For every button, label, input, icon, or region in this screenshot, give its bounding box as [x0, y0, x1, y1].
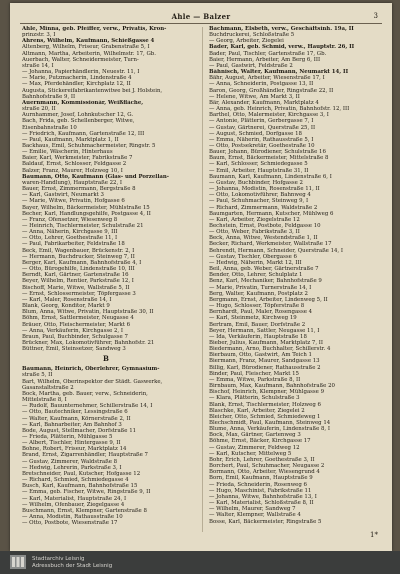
- directory-entry: Bischof, Heinrich, Klempner, Mühlgasse 9: [209, 389, 325, 396]
- directory-entry: Bierbaum, Otto, Gastwirt, Am Teich 1: [209, 352, 312, 359]
- directory-entry: — Karl, Gastwirt, Neumarkt 3: [22, 192, 104, 199]
- directory-entry: Bieber, Julius, Kaufmann, Marktplatz 7, II: [209, 339, 324, 346]
- directory-entry: Beck, Emil, Wagenbauer, Brückenstr. 2, I: [22, 247, 135, 254]
- directory-entry: waren-Handlung), Hauptstraße 22, I: [22, 179, 123, 186]
- directory-entry: — Johanna, Witwe, Bahnhofstraße 13, I: [209, 493, 317, 500]
- directory-entry: Brand, Ernst, Zigarrenhändler, Hauptstraße 7: [22, 452, 148, 459]
- directory-entry: Baumann, Otto, Kaufmann (Glas- und Porzellan-: [22, 173, 170, 180]
- footer-line-1: Stadtarchiv Leisnig: [32, 556, 85, 562]
- directory-entry: Beyer, Hermann, Sattler, Neugasse 11, I: [209, 327, 320, 334]
- directory-entry: Berg, Walter, Kaufmann, Postplatz 2: [209, 290, 308, 297]
- directory-entry: Bock, Max, Gärtner, Gartenweg 3: [209, 432, 301, 439]
- directory-entry: — Helene, Witwe, Am Markt 3, II: [209, 93, 300, 100]
- directory-entry: — Emma, geb. Fischer, Witwe, Ringstraße 9, II: [22, 489, 151, 496]
- directory-entry: Aurnhammer, Josef, Lohnkutscher 12, G.: [22, 112, 134, 119]
- directory-entry: — Johanna, Papierhändlerin, Neuestr. 11, I: [22, 69, 140, 76]
- directory-entry: — Paul, Fabrikarbeiter, Feldstraße 18: [22, 241, 125, 248]
- directory-entry: Braun, Paul, Buchbinder, Schulgasse 7: [22, 333, 128, 340]
- directory-entry: — August, Schmied, Dorfgasse 18: [209, 130, 302, 137]
- directory-entry: — Gustav, Tischler, Obergasse 6: [209, 253, 297, 260]
- directory-entry: — Paul, Schuhmacher, Steinweg 9, I: [209, 198, 309, 205]
- directory-entry: — Otto, Weber, Fabrikstraße 3, II: [209, 229, 300, 236]
- directory-entry: Bohr, Erich, Lehrer, Goethestraße 3, II: [209, 456, 315, 463]
- directory-entry: Bahnhofstraße 9, II: [22, 93, 76, 100]
- directory-entry: Bender, Otto, Lehrer, Schulplatz 1: [209, 272, 303, 279]
- directory-entry: Bosse, Karl, Bäckermeister, Ringstraße 5: [209, 518, 322, 525]
- directory-entry: — Otto, Postbote, Wiesenstraße 17: [22, 520, 118, 527]
- directory-entry: Böhme, Ernst, Bäcker, Kirchgasse 17: [209, 438, 311, 445]
- directory-entry: — Wilhelm, Maurer, Sandweg 7: [209, 506, 296, 513]
- directory-entry: Bräuer, Otto, Fleischermeister, Markt 6: [22, 321, 131, 328]
- directory-entry: — Max, Pferdehändler, Kirchplatz 12, II: [22, 81, 131, 88]
- directory-entry: Bechstein, Ernst, Postbote, Feldgasse 10: [209, 223, 321, 229]
- running-title: Ahle — Balzer: [171, 12, 231, 21]
- directory-entry: — Marie, Putzmacherin, Lindenstraße 4: [22, 75, 132, 82]
- directory-entry: Bär, Alexander, Kaufmann, Marktplatz 4: [209, 99, 319, 106]
- directory-entry: Bachmann, Elsbeth, verw., Geschäftsinh. 19a, II: [209, 26, 354, 32]
- directory-entry: — Emma, Witwe, Parkstraße 8, II: [209, 376, 301, 383]
- directory-entry: Bertram, Emil, Bauer, Dorfstraße 2: [209, 321, 306, 328]
- directory-entry: — Hedwig, Lehrerin, Parkstraße 3, I: [22, 464, 122, 471]
- directory-entry: Beck, Anna, Witwe, Westendstraße 1, II: [209, 235, 318, 242]
- directory-entry: — Gustav, Buchbinder, Hofgasse 2: [209, 179, 303, 186]
- directory-entry: Baron, Georg, Großhändler, Ringstraße 22, II: [209, 87, 334, 94]
- directory-entry: — Georg, Arbeiter, Ziegelei: [209, 38, 284, 45]
- directory-entry: Bergmann, Ernst, Arbeiter, Lindenweg 5, II: [209, 296, 328, 303]
- directory-entry: Blank, Ernst, Tischlermeister, Holzweg 6: [209, 401, 321, 408]
- directory-entry: Blaschke, Karl, Arbeiter, Ziegelei 2: [209, 407, 305, 414]
- directory-entry: Altenberg, Wilhelm, Friseur, Grabenstraße 5, I: [22, 44, 150, 51]
- directory-entry: Balzer, Franz, Maurer, Holzweg 10, I: [22, 167, 123, 174]
- page-number: 3: [373, 12, 378, 20]
- directory-entry: — Walter, Klempner, Wallstraße 4: [209, 512, 301, 519]
- directory-entry: Blume, Anna, Verkäuferin, Lindenstraße 8, I: [209, 426, 330, 433]
- directory-entry: Beil, Anna, geb. Weber, Gärtnerstraße 7: [209, 266, 319, 273]
- directory-entry: Ahle, Minna, geb. Pfeiffer, verw., Privatis, Kron-: [22, 26, 167, 32]
- directory-entry: — Hugo, Maschinist, Fabrikstraße 11: [209, 487, 312, 494]
- directory-entry: — Franz, Ofensetzer, Wiesenweg 8: [22, 216, 118, 223]
- directory-entry: Baumann, Heinrich, Oberlehrer, Gymnasium-: [22, 366, 160, 373]
- directory-entry: — Anna, Modistin, Rathausstraße 10: [22, 514, 123, 521]
- column-divider: [202, 27, 203, 532]
- directory-entry: — Otto, Lokomotivführer, Bahnweg 4: [209, 192, 311, 199]
- directory-entry: — Anna, Verkäuferin, Kirchgasse 2, I: [22, 327, 123, 334]
- directory-entry: — Albert, Tischler, Hintergasse 9, II: [22, 440, 121, 447]
- directory-entry: — Emilie, Wäscherin, Hinterhaus: [22, 149, 113, 156]
- directory-entry: Baumann, Karl, Kaufmann, Lindenstraße 6, I: [209, 173, 332, 180]
- directory-entry: — Hugo, Schlosser, Töpferstraße 8: [209, 303, 305, 310]
- directory-entry: Baldauf, Ernst, Schlosser, Feldgasse 2: [22, 161, 127, 168]
- document-page: [10, 3, 392, 551]
- directory-entry: — Karl, Steinmetz, Kirchweg 19: [209, 315, 297, 322]
- directory-entry: Bohne, Robert, Friseur, Marktplatz 14: [22, 446, 127, 453]
- directory-entry: Augusta, Stickereifabrikantenwitwe bei J. Holstein,: [22, 87, 163, 94]
- left-column: [22, 26, 190, 526]
- section-letter: B: [103, 354, 109, 364]
- directory-entry: Baum, Ernst, Bäckermeister, Mittelstraße 8: [209, 155, 329, 162]
- directory-entry: Bader, Karl, geb. Schmid, verw., Hauptstr. 26, II: [209, 44, 355, 51]
- directory-entry: Biermann, Franz, Maurer, Sandgasse 13: [209, 358, 320, 365]
- directory-entry: Becker, Richard, Werkmeister, Wallstraße 17: [209, 241, 332, 248]
- directory-entry: Bode, August, Stellmacher, Dorfstraße 11: [22, 427, 137, 434]
- directory-entry: Blum, Anna, Witwe, Privatin, Hauptstraße 30, II: [22, 309, 154, 316]
- directory-entry: — Rudolf, Bauunternehmer, Schillerstraße 14, I: [22, 403, 153, 410]
- directory-entry: Berndt, Karl, Gärtner, Gartenstraße 16: [22, 272, 129, 279]
- directory-entry: Bischoff, Marie, Witwe, Wallstraße 5, II: [22, 284, 130, 291]
- directory-entry: Busch, Karl, Kaufmann, Bahnhofstraße 15: [22, 483, 138, 490]
- directory-entry: Blechschmidt, Paul, Kaufmann, Steinweg 14: [209, 420, 331, 426]
- directory-entry: — Karl, Schlosser, Schmiedegasse 5: [209, 161, 308, 168]
- header-rule: [20, 23, 382, 24]
- directory-entry: — Antonie, Plätterin, Gerbergasse 7, I: [209, 118, 314, 125]
- directory-entry: Baier, Karl, Werkmeister, Fabrikstraße 7: [22, 155, 133, 162]
- directory-entry: Birnbaum, Max, Kaufmann, Bahnhofstraße 20: [209, 383, 335, 390]
- directory-entry: — Gustav, Zimmerer, Feldweg 12: [209, 444, 300, 451]
- directory-entry: — Paul, Gastwirt, Feldstraße 2: [209, 62, 293, 69]
- directory-entry: Blank, Georg, Konditor, Markt 9: [22, 303, 110, 310]
- directory-entry: Bretschneider, Paul, Kutscher, Hofgasse 12: [22, 470, 141, 477]
- directory-entry: — Anna, geb. Heinrich, Privatin, Bahnhofstr. 12, III: [209, 106, 350, 113]
- directory-entry: — Hedwig, Näherin, Markt 12, III: [209, 259, 302, 266]
- footer-credits: [32, 556, 112, 570]
- directory-entry: — Marie, Privatin, Turnerstraße 14, I: [209, 284, 312, 291]
- directory-entry: — Otto, Bautechniker, Lessingstraße 6: [22, 409, 128, 416]
- directory-entry: — Karl, Materialist, Hauptstraße 24, I: [22, 495, 127, 502]
- directory-entry: Buschmann, Ernst, Klempner, Gartenstraße 8: [22, 507, 147, 514]
- directory-entry: — Ernst, Schlossermeister, Töpfergasse 3: [22, 290, 136, 297]
- directory-entry: — Karl, Materialist, Schloßstraße 8, II: [209, 500, 314, 507]
- directory-entry: Mittelstraße 8, I: [22, 397, 67, 404]
- directory-entry: Bader, Paul, Tischler, Gartenstraße 17, Gb.: [209, 50, 327, 57]
- directory-entry: — Anna, Näherin, Kirchgasse 9, III: [22, 229, 118, 236]
- directory-entry: — Heinrich, Tischlermeister, Schulstraße 21: [22, 223, 144, 229]
- directory-entry: — Walter, Kaufmann, Körnerstraße 2, II: [22, 415, 131, 422]
- directory-entry: — Klara, Plätterin, Schulstraße 3: [209, 395, 300, 402]
- directory-entry: — Gustav, Zimmerer, Waldstraße 8: [22, 458, 118, 465]
- directory-entry: — Emma, Näherin, Rathausstraße 5, I: [209, 136, 314, 143]
- directory-entry: — Emil, Arbeiter, Hauptstraße 31, II: [209, 167, 309, 174]
- directory-entry: Bauer, Ernst, Zimmermann, Bergstraße 8: [22, 186, 136, 193]
- right-column: [209, 26, 377, 525]
- directory-entry: Gasanstaltstraße 2: [22, 384, 74, 391]
- directory-entry: — Wilhelm, Ofenbauer, Ziegelgasse 4: [22, 501, 125, 508]
- directory-entry: Brückner, Max, Lokomotivführer, Bahnhofstr. 21: [22, 339, 155, 346]
- directory-entry: — Paul, Kaufmann, Marktplatz 1, II: [22, 136, 119, 143]
- directory-entry: Auernmann, Kommissionär, Weißfläche,: [22, 99, 144, 106]
- directory-entry: straße 20, II: [22, 106, 56, 113]
- directory-entry: — Marie, Witwe, Privatin, Hofgasse 6: [22, 198, 125, 205]
- directory-entry: — Hermann, Buchdrucker, Steinweg 7, II: [22, 253, 135, 260]
- directory-entry: Berger, Karl, Kaufmann, Bahnhofstraße 4, I: [22, 259, 142, 266]
- directory-entry: Beyer, Wilhelm, Rentier, Parkstraße 12, I: [22, 278, 134, 285]
- directory-entry: Becher, Karl, Handlungsgehilfe, Postgasse 4, II: [22, 210, 151, 217]
- directory-entry: — Karl, Maler, Rosenstraße 14, I: [22, 296, 112, 303]
- directory-entry: — Friedrich, Kaufmann, Gartenstraße 12, III: [22, 130, 145, 137]
- directory-entry: Baier, Hermann, Arbeiter, Am Berg 6, III: [209, 56, 321, 63]
- directory-entry: Baumgarten, Hermann, Kutscher, Mühlweg 6: [209, 210, 334, 217]
- directory-entry: Bleicher, Otto, Schmied, Schmiedeweg 1: [209, 413, 321, 420]
- directory-entry: Born, Emil, Kaufmann, Hauptstraße 9: [209, 475, 313, 482]
- directory-entry: Behrendt, Hermann, Schneider, Querstraße 14, I: [209, 247, 343, 254]
- directory-entry: — Anna, Schneiderin, Postgasse 13, II: [209, 81, 314, 88]
- directory-entry: Büttner, Emil, Steinsetzer, Sandweg 3: [22, 346, 126, 353]
- directory-entry: — Karl, Arbeiter, Ziegelstraße 12: [209, 216, 300, 223]
- directory-entry: Bormann, Otto, Arbeiter, Wiesengrund 4: [209, 469, 320, 476]
- directory-entry: — Frieda, Plätterin, Mühlgasse 5: [22, 434, 113, 440]
- signature-mark: 1*: [370, 531, 378, 539]
- directory-entry: Bach, Frida, geb. Schellenberger, Witwe,: [22, 118, 135, 125]
- directory-entry: Auerbach, Walter, Schneidermeister, Turn-: [22, 56, 139, 63]
- directory-entry: — Frieda, Schneiderin, Rosenweg 6: [209, 481, 307, 488]
- directory-entry: — Ida, Verkäuferin, Hauptstraße 18: [209, 333, 307, 340]
- directory-entry: straße 5, II: [22, 372, 53, 379]
- directory-entry: Bauer, Johann, Bürodiener, Schulstraße 16: [209, 149, 326, 156]
- directory-entry: Altmann, Martha, Arbeiterin, Wilhelmstr. 17, Gb.: [22, 50, 156, 57]
- directory-entry: — Karl, Kutscher, Mittelweg 5: [209, 450, 292, 457]
- directory-entry: — Otto, Lehrer, Goethestraße 11, I: [22, 235, 118, 242]
- directory-entry: Billig, Karl, Bürodiener, Rathausstraße 2: [209, 364, 321, 371]
- directory-entry: Benz, Karl, Mechaniker, Bahnhofstraße 9: [209, 278, 322, 285]
- directory-entry: — Johanna, Modistin, Rosenstraße 11, II: [209, 186, 320, 193]
- directory-entry: — Gustav, Gärtnerei, Querstraße 25, II: [209, 124, 316, 131]
- directory-entry: Backhaus, Emil, Schuhmachermeister, Ringstr. 5: [22, 142, 156, 149]
- directory-entry: Bähnisch, Walter, Kaufmann, Neumarkt 14, II: [209, 69, 349, 76]
- directory-entry: straße 14, I: [22, 62, 54, 69]
- directory-entry: — Richard, Zimmermann, Waldstraße 2: [209, 204, 318, 211]
- directory-entry: Buchdruckerei, Schloßstraße 5: [209, 32, 295, 39]
- directory-entry: Böhm, Ernst, Sattlermeister, Neugasse 4: [22, 315, 134, 322]
- directory-entry: Barthel, Otto, Malermeister, Kirchgasse 3, I: [209, 112, 329, 119]
- directory-entry: Bernhardt, Paul, Maler, Rosengasse 4: [209, 309, 313, 316]
- footer-line-2: Adressbuch der Stadt Leisnig: [32, 563, 113, 569]
- library-logo-icon: [10, 555, 26, 569]
- directory-entry: prinzstr. 3, I: [22, 32, 56, 39]
- directory-entry: Bart, Wilhelm, Oberinspektor der Städt. Gaswerke,: [22, 378, 163, 385]
- directory-entry: Bock, Martha, geb. Bauer, verw., Schneiderin,: [22, 390, 148, 397]
- directory-entry: Biedermann, Arno, Buchhalter, Schillerstr. 4: [209, 346, 331, 353]
- viewer-footer: [0, 551, 400, 574]
- directory-entry: — Otto, Bürogehilfe, Lindenstraße 10, III: [22, 266, 135, 273]
- directory-entry: — Karl, Bahnarbeiter, Am Bahnhof 3: [22, 421, 122, 428]
- directory-entry: Bähr, August, Arbeiter, Wiesenstraße 17, I: [209, 75, 325, 82]
- directory-entry: Binder, Paul, Fleischer, Markt 15: [209, 370, 299, 377]
- directory-entry: Eisenbahnstraße 10: [22, 124, 77, 131]
- directory-entry: Borchert, Paul, Schuhmacher, Neugasse 2: [209, 463, 325, 470]
- directory-entry: — Richard, Schmied, Schmiedegasse 4: [22, 477, 129, 484]
- directory-entry: Bayer, Wilhelm, Bäckermeister, Mühlstraße 15: [22, 204, 150, 211]
- directory-entry: — Otto, Postsekretär, Goethestraße 10: [209, 142, 315, 149]
- directory-entry: Ahrens, Wilhelm, Kaufmann, Schießgasse 4: [22, 38, 155, 45]
